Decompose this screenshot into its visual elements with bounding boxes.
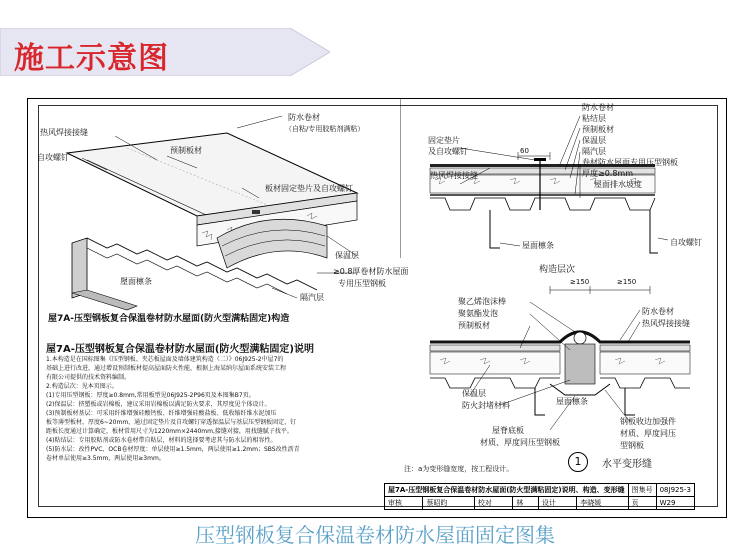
label-base2: 材质、厚度同压型钢板 xyxy=(480,438,560,447)
tb-reviewer: 蔡昭昀 xyxy=(423,497,474,510)
notes-body xyxy=(46,355,366,463)
dim-60: 60 xyxy=(520,147,529,155)
label-hot-air: 热风焊接接缝 xyxy=(40,128,88,137)
tb-checker: 林 xyxy=(513,497,539,510)
joint-note: 注：a为变形缝宽度，按工程设计。 xyxy=(404,465,514,473)
label-waterproof-sub: （自粘/专用胶粘剂满粘） xyxy=(285,125,365,133)
label-purlin-b: 屋面檩条 xyxy=(556,397,588,406)
tb-page-label: 页 xyxy=(628,497,656,510)
tb-designer: 李晓媛 xyxy=(577,497,628,510)
label-wp-b: 防水卷材 xyxy=(642,307,674,316)
label-screw-r: 自攻螺钉 xyxy=(670,238,702,247)
joint-title: 水平变形缝 xyxy=(602,459,652,470)
dim-150-1: ≥150 xyxy=(570,278,590,286)
note-line: (1)专用压型钢板：厚度≥0.8mm,常用板型见06J925-2P96页及本图集B7页。 xyxy=(46,392,255,399)
note-line: (5)防水层：改性PVC、OCB卷材厚度：单层使用≥1.5mm，两层使用≥1.2mm；SBS改性沥青 xyxy=(46,446,300,453)
label-vapor: 隔汽层 xyxy=(300,293,324,302)
label-prefab: 预制板材 xyxy=(170,146,202,155)
note-line: 基础上进行改进，通过增设预制板材提高屋面防火性能，根据上海某纳尔屋面系统安装工程 xyxy=(46,365,287,372)
tb-design: 设计 xyxy=(538,497,576,510)
layer-r7: 厚度≥0.8mm xyxy=(582,169,634,178)
note-line: 1.本构造是在国标图集《压型钢板、夹芯板屋面及墙体建筑构造（二）》06J925-2中屋7的 xyxy=(46,356,284,363)
note-line: 距板长度通过计算确定，板材常用尺寸为1220mm×2440mm,接缝对接，用找缝腻子找平。 xyxy=(46,428,293,435)
note-line: 板等薄型板材，厚度6~20mm，通过固定垫片及自攻螺钉穿透保温层与基层压型钢板固定，钉 xyxy=(46,419,297,426)
label-pad: 固定垫片 xyxy=(428,136,460,145)
title-block xyxy=(384,483,695,510)
label-insulation: 保温层 xyxy=(335,251,359,260)
label-deck2: 专用压型钢板 xyxy=(338,279,386,288)
page-caption: 压型钢板复合保温卷材防水屋面固定图集 xyxy=(195,523,555,547)
note-line: (3)预制板材基层：可采用纤维增强硅酸钙板、纤维增强硅酸盐板、低收缩纤维水泥加压 xyxy=(46,410,277,417)
layer-r4: 保温层 xyxy=(582,136,606,145)
label-hot-b: 热风焊接接缝 xyxy=(642,319,690,328)
layer-r6: 卷材防水屋面专用压型钢板 xyxy=(582,158,678,167)
label-base: 屋脊底板 xyxy=(492,426,524,435)
tb-atlas-label: 图集号 xyxy=(628,484,656,497)
label-pe: 聚乙烯泡沫棒 xyxy=(458,297,506,306)
layer-r5: 隔汽层 xyxy=(582,147,606,156)
layer-r2: 粘结层 xyxy=(582,114,606,123)
label-deck: ≥0.8厚卷材防水屋面 xyxy=(333,267,409,276)
dim-150-2: ≥150 xyxy=(617,278,637,286)
label-prefab-b: 预制板材 xyxy=(458,321,490,330)
banner-title: 施工示意图 xyxy=(14,41,169,76)
tb-review: 审核 xyxy=(385,497,423,510)
label-steel3: 型钢板 xyxy=(620,441,644,450)
iso-title: 屋7A-压型钢板复合保温卷材防水屋面(防火型满粘固定)构造 xyxy=(48,314,290,324)
label-fire: 防火封堵材料 xyxy=(462,401,510,410)
label-steel2: 材质、厚度同压 xyxy=(620,429,676,438)
label-ins-b: 保温层 xyxy=(462,389,486,398)
section-title: 构造层次 xyxy=(539,265,576,275)
label-pad2: 及自攻螺钉 xyxy=(428,147,468,156)
note-line: 卷材单层使用≥3.5mm，两层使用≥3mm。 xyxy=(46,455,165,462)
label-purlin: 屋面檩条 xyxy=(120,277,152,286)
label-purlin-r: 屋面檩条 xyxy=(522,241,554,250)
tb-name: 屋7A-压型钢板复合保温卷材防水屋面(防火型满粘固定)说明、构造、变形缝 xyxy=(385,484,629,497)
label-hot-seam: 热风焊接接缝 xyxy=(430,171,478,180)
label-steel: 钢板收边加强件 xyxy=(620,417,676,426)
layer-r8: 屋面排水坡度 xyxy=(594,180,642,189)
layer-r1: 防水卷材 xyxy=(582,103,614,112)
tb-page-no: W29 xyxy=(656,497,694,510)
layer-r3: 预制板材 xyxy=(582,125,614,134)
notes-title: 屋7A-压型钢板复合保温卷材防水屋面(防火型满粘固定)说明 xyxy=(46,344,314,355)
label-waterproof: 防水卷材 xyxy=(288,113,320,122)
label-screw: 自攻螺钉 xyxy=(37,153,69,162)
detail-number: 1 xyxy=(568,452,588,472)
tb-atlas-no: 08J925-3 xyxy=(656,484,694,497)
note-line: (4)粘结层：专用胶粘剂或防水卷材带自粘层，材料的选择要考虑其与防水层的相容性。 xyxy=(46,437,277,444)
label-pu: 聚氨酯发泡 xyxy=(458,309,498,318)
label-fix-pad: 板材固定垫片及自攻螺钉 xyxy=(265,184,353,193)
note-line: 有限公司提供的技术资料编制。 xyxy=(46,374,131,381)
note-line: 2.构造层次：见本页图示。 xyxy=(46,383,118,390)
note-line: (2)保温层：挤塑板或岩棉板，建议采用岩棉板以满足防火要求，其厚度见个体设计。 xyxy=(46,401,271,408)
tb-check: 校对 xyxy=(474,497,512,510)
